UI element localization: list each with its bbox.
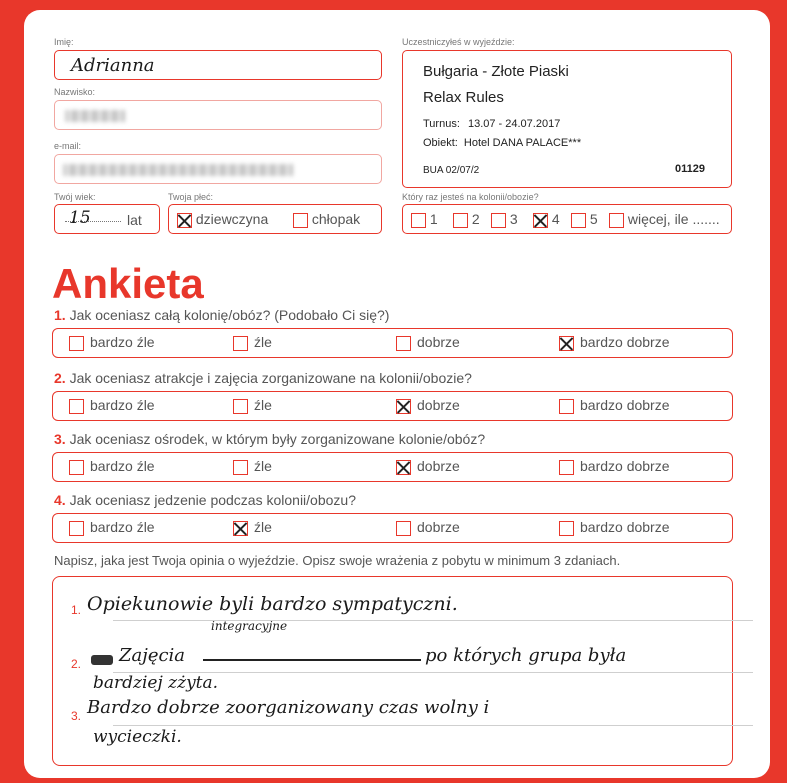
checkbox[interactable] [571, 213, 586, 228]
answer-1-number: 1. [71, 603, 82, 617]
checkbox[interactable] [69, 521, 84, 536]
q1-option-very-bad[interactable]: bardzo źle [69, 334, 155, 351]
checkbox[interactable] [69, 336, 84, 351]
strikethrough-mark [203, 647, 421, 661]
times-option-5[interactable]: 5 [571, 211, 598, 228]
trip-program: Relax Rules [423, 89, 504, 106]
q3-option-bad[interactable]: źle [233, 458, 272, 475]
checkbox[interactable] [559, 521, 574, 536]
q3-option-very-bad[interactable]: bardzo źle [69, 458, 155, 475]
checkbox[interactable] [411, 213, 426, 228]
trip-turnus: Turnus: 13.07 - 24.07.2017 [423, 118, 561, 130]
trip-number: 01129 [675, 163, 705, 175]
answer-2-text-b: po których grupa była [425, 645, 627, 666]
answer-2-number: 2. [71, 657, 82, 671]
answer-row-2 [52, 391, 733, 421]
first-name-field[interactable] [54, 50, 382, 80]
checkbox[interactable] [233, 460, 248, 475]
checkbox[interactable] [233, 399, 248, 414]
question-4: 4. Jak oceniasz jedzenie podczas kolonii/obozu? [54, 492, 356, 508]
checkbox[interactable] [491, 213, 506, 228]
checkbox[interactable] [559, 460, 574, 475]
checkbox[interactable] [396, 336, 411, 351]
q4-option-very-good[interactable]: bardzo dobrze [559, 519, 670, 536]
last-name-label: Nazwisko: [54, 87, 96, 97]
checkbox-checked[interactable] [396, 460, 411, 475]
times-option-2[interactable]: 2 [453, 211, 480, 228]
q1-option-bad[interactable]: źle [233, 334, 272, 351]
answer-2-text-a: Zajęcia [119, 645, 186, 666]
checkbox-checked[interactable] [177, 213, 192, 228]
opinion-box[interactable] [52, 576, 733, 766]
q2-option-very-bad[interactable]: bardzo źle [69, 397, 155, 414]
answer-2-text-c: bardziej zżyta. [93, 673, 219, 693]
q3-option-very-good[interactable]: bardzo dobrze [559, 458, 670, 475]
checkbox[interactable] [609, 213, 624, 228]
q1-option-very-good[interactable]: bardzo dobrze [559, 334, 670, 351]
times-field [402, 204, 732, 234]
survey-title: Ankieta [52, 260, 204, 307]
checkbox[interactable] [69, 399, 84, 414]
answer-3-text-a: Bardzo dobrze zoorganizowany czas wolny i [87, 697, 490, 718]
question-3: 3. Jak oceniasz ośrodek, w którym były zorganizowane kolonie/obóz? [54, 431, 486, 447]
email-redacted [63, 164, 293, 176]
last-name-field[interactable] [54, 100, 382, 130]
first-name-value: Adrianna [71, 55, 155, 76]
answer-row-3 [52, 452, 733, 482]
age-unit: lat [127, 212, 142, 228]
age-label: Twój wiek: [54, 192, 96, 202]
q4-option-bad[interactable]: źle [233, 519, 272, 536]
checkbox[interactable] [233, 336, 248, 351]
times-option-more[interactable]: więcej, ile ....... [609, 211, 720, 228]
first-name-label: Imię: [54, 37, 74, 47]
trip-box [402, 50, 732, 188]
checkbox-checked[interactable] [559, 336, 574, 351]
q2-option-bad[interactable]: źle [233, 397, 272, 414]
answer-3-number: 3. [71, 709, 82, 723]
checkbox-checked[interactable] [396, 399, 411, 414]
answer-row-1 [52, 328, 733, 358]
times-option-3[interactable]: 3 [491, 211, 518, 228]
gender-option-boy[interactable]: chłopak [293, 211, 360, 228]
gender-label: Twoja płeć: [168, 192, 214, 202]
trip-object: Obiekt: Hotel DANA PALACE*** [423, 137, 582, 149]
q4-option-very-bad[interactable]: bardzo źle [69, 519, 155, 536]
checkbox[interactable] [293, 213, 308, 228]
checkbox[interactable] [69, 460, 84, 475]
checkbox[interactable] [453, 213, 468, 228]
checkbox-checked[interactable] [233, 521, 248, 536]
times-option-4[interactable]: 4 [533, 211, 560, 228]
checkbox[interactable] [396, 521, 411, 536]
q3-option-good[interactable]: dobrze [396, 458, 460, 475]
times-option-1[interactable]: 1 [411, 211, 438, 228]
q2-option-good[interactable]: dobrze [396, 397, 460, 414]
opinion-prompt: Napisz, jaka jest Twoja opinia o wyjeździe. Opisz swoje wrażenia z pobytu w minimum 3 zdaniach. [54, 553, 621, 568]
checkbox-checked[interactable] [533, 213, 548, 228]
q4-option-good[interactable]: dobrze [396, 519, 460, 536]
answer-2-insert: integracyjne [211, 619, 288, 633]
email-field[interactable] [54, 154, 382, 184]
gender-option-girl[interactable]: dziewczyna [177, 211, 268, 228]
times-label: Który raz jesteś na kolonii/obozie? [402, 192, 539, 202]
q2-option-very-good[interactable]: bardzo dobrze [559, 397, 670, 414]
gender-field [168, 204, 382, 234]
answer-1-text: Opiekunowie byli bardzo sympatyczni. [87, 593, 458, 615]
trip-destination: Bułgaria - Złote Piaski [423, 63, 569, 80]
question-1: 1. Jak oceniasz całą kolonię/obóz? (Podobało Ci się?) [54, 307, 390, 323]
survey-sheet [24, 10, 770, 778]
trip-code: BUA 02/07/2 [423, 165, 480, 176]
age-value: 15 [69, 208, 91, 228]
answer-row-4 [52, 513, 733, 543]
email-label: e-mail: [54, 141, 82, 151]
checkbox[interactable] [559, 399, 574, 414]
answer-3-text-b: wycieczki. [93, 727, 182, 747]
q1-option-good[interactable]: dobrze [396, 334, 460, 351]
question-2: 2. Jak oceniasz atrakcje i zajęcia zorganizowane na kolonii/obozie? [54, 370, 472, 386]
trip-label: Uczestniczyłeś w wyjeździe: [402, 37, 515, 47]
last-name-redacted [65, 110, 125, 122]
scribble-mark [91, 655, 113, 665]
age-field[interactable] [54, 204, 160, 234]
